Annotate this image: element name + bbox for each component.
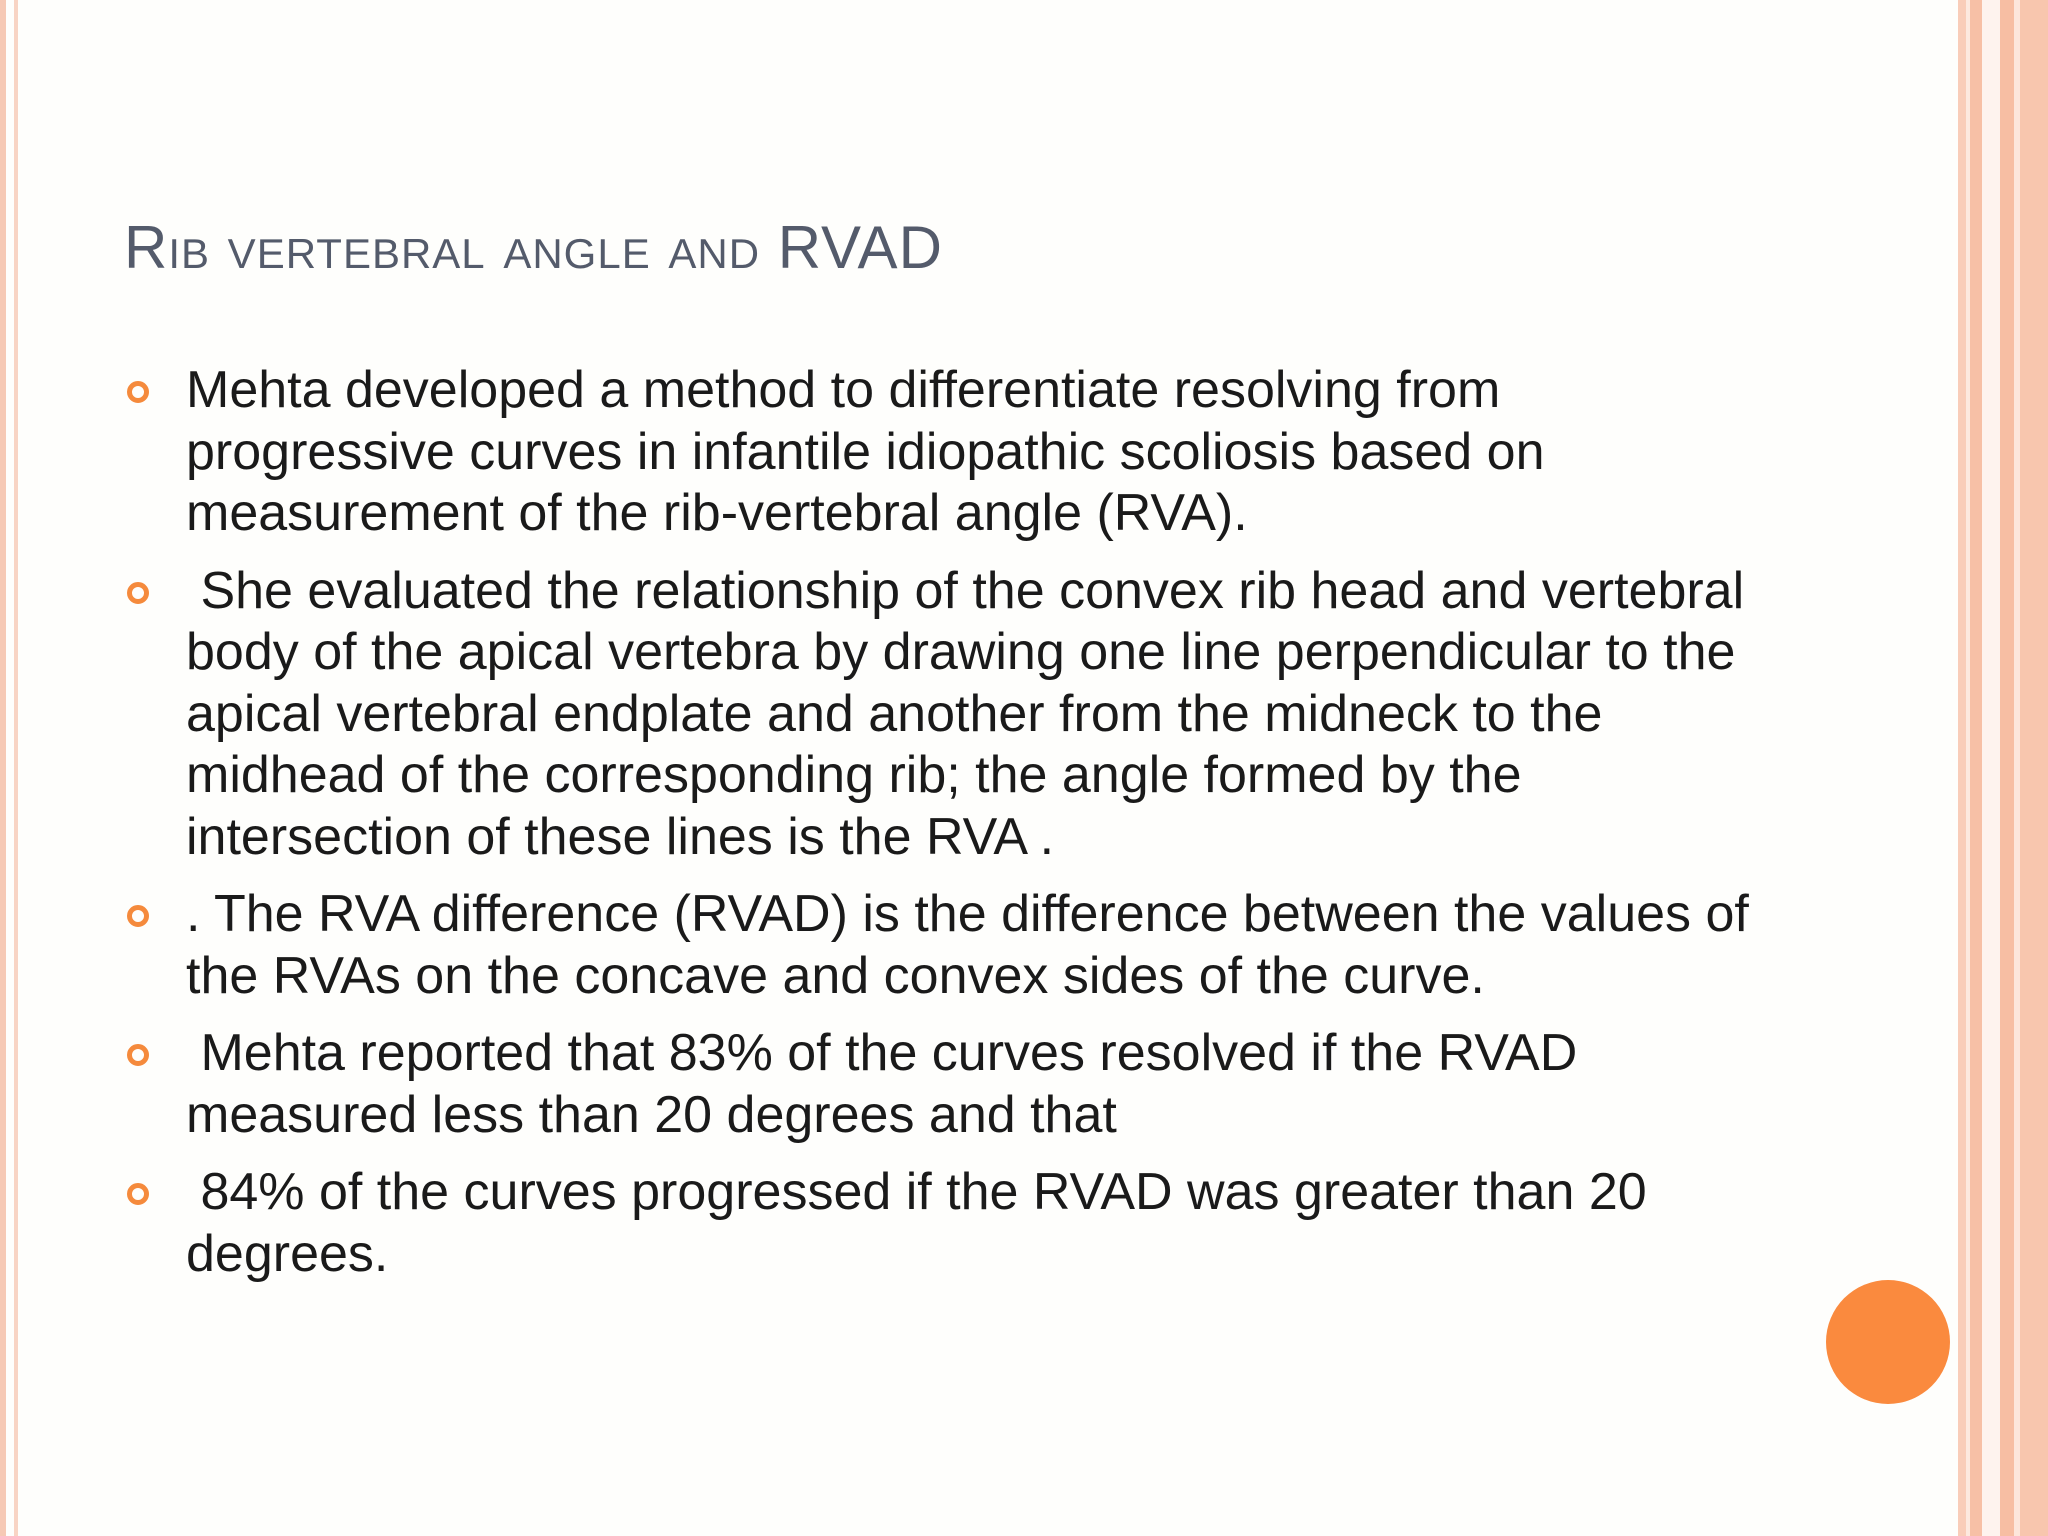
bullet-text: She evaluated the relationship of the convex rib head and vertebral body of the apical vertebra by drawing one line perpendicular to the apical vertebral endplate and another from the midneck to the midhead of the corresponding rib; the angle formed by the intersection of these lines is the RVA . (186, 561, 1759, 866)
left-accent-stripe-inner (14, 0, 18, 1536)
left-accent-stripe (0, 0, 6, 1536)
bullet-item (124, 884, 1774, 1007)
ring-bullet-icon (127, 1044, 149, 1066)
orange-circle-decoration (1826, 1280, 1950, 1404)
ring-bullet-icon (127, 582, 149, 604)
right-accent-stripe (1970, 0, 1982, 1536)
slide-title-text: Rib vertebral angle and RVAD (124, 214, 943, 281)
bullet-text: . The RVA difference (RVAD) is the difference between the values of the RVAs on the concave and convex sides of the curve. (186, 885, 1749, 1005)
right-accent-stripe (1958, 0, 1966, 1536)
bullet-item (124, 360, 1774, 545)
bullet-text: Mehta reported that 83% of the curves resolved if the RVAD measured less than 20 degrees and that (186, 1024, 1592, 1144)
bullet-text: Mehta developed a method to differentiate resolving from progressive curves in infantile idiopathic scoliosis based on measurement of the rib-vertebral angle (RVA). (186, 361, 1545, 542)
ring-bullet-icon (127, 905, 149, 927)
right-accent-stripe (2000, 0, 2014, 1536)
ring-bullet-icon (127, 1183, 149, 1205)
slide-title (124, 212, 943, 284)
bullet-item (124, 1162, 1774, 1285)
ring-bullet-icon (127, 381, 149, 403)
bullet-item (124, 561, 1774, 869)
bullet-item (124, 1023, 1774, 1146)
bullet-text: 84% of the curves progressed if the RVAD was greater than 20 degrees. (186, 1163, 1662, 1283)
right-accent-stripe (1982, 0, 2000, 1536)
right-accent-stripe (2020, 0, 2048, 1536)
bullet-list (124, 360, 1774, 1301)
